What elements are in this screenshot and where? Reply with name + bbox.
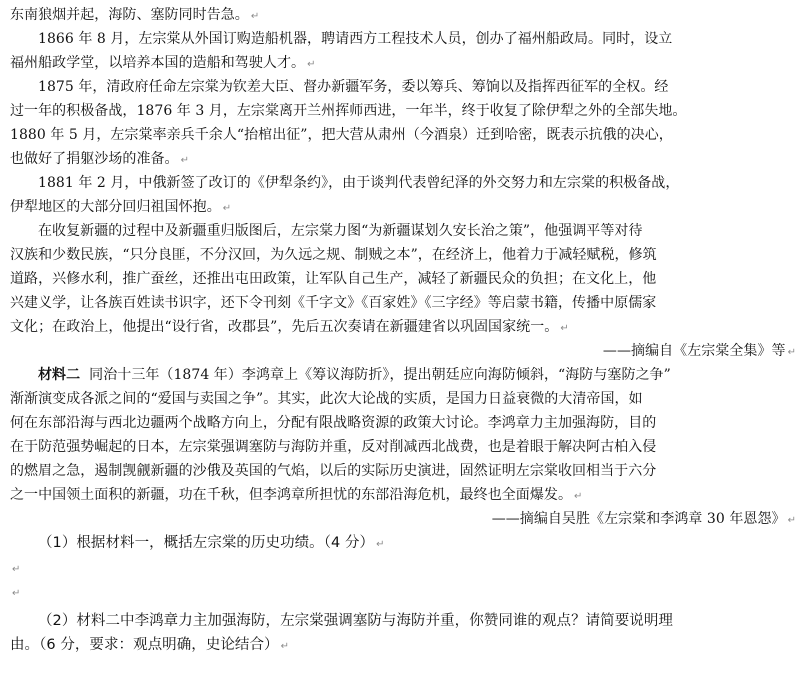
- paragraph-mark-icon: ↵: [280, 641, 290, 652]
- citation-text: ——摘编自《左宗棠全集》等: [602, 343, 786, 359]
- paragraph-mark-icon: ↵: [222, 203, 232, 214]
- text-line: [10, 459, 800, 483]
- paragraph-mark-icon: ↵: [376, 539, 385, 550]
- paragraph-mark-icon: ↵: [250, 11, 260, 22]
- text-line: [10, 123, 800, 147]
- line-text: 兴建义学，让各族百姓读书识字，还下令刊刻《千字文》《百家姓》《三字经》等启蒙书籍，传播中原儒家: [10, 295, 657, 311]
- question-two-continued: [10, 633, 800, 657]
- text-line: [10, 387, 800, 411]
- line-text: 伊犁地区的大部分回归祖国怀抱。: [10, 199, 221, 215]
- source-citation: [10, 339, 800, 363]
- material-one: [10, 3, 800, 363]
- question-text: 由。（6 分，要求：观点明确，史论结合）: [10, 637, 279, 653]
- questions-section: [10, 531, 800, 657]
- text-line: [10, 171, 800, 195]
- paragraph-mark-icon: ↵: [180, 155, 190, 166]
- paragraph-mark-icon: ↵: [12, 588, 21, 599]
- paragraph-mark-icon: ↵: [12, 564, 21, 575]
- text-line: [10, 291, 800, 315]
- line-text: 渐渐演变成各派之间的“爱国与卖国之争”。其实，此次大论战的实质，是国力日益衰微的大清帝国，如: [10, 391, 643, 407]
- line-text: 同治十三年（1874 年）李鸿章上《筹议海防折》，提出朝廷应向海防倾斜，“海防与塞防之争”: [89, 367, 671, 383]
- text-line: [10, 75, 800, 99]
- paragraph-mark-icon: ↵: [560, 323, 569, 334]
- text-line: [10, 219, 800, 243]
- text-line: [10, 3, 800, 27]
- line-text: 也做好了捐躯沙场的准备。: [10, 151, 179, 167]
- blank-answer-line: [10, 579, 800, 603]
- blank-answer-line: [10, 555, 800, 579]
- document-page: [10, 3, 800, 657]
- text-line: [10, 435, 800, 459]
- material-label: 材料二: [38, 367, 81, 383]
- text-line: [10, 363, 800, 387]
- text-line: [10, 51, 800, 75]
- line-text: 汉族和少数民族，“只分良匪，不分汉回，为久远之规、制贼之本”，在经济上，他着力于减轻赋税，修筑: [10, 247, 657, 263]
- paragraph-mark-icon: ↵: [574, 491, 583, 502]
- text-line: [10, 27, 800, 51]
- text-line: [10, 195, 800, 219]
- text-line: [10, 483, 800, 507]
- text-line: [10, 315, 800, 339]
- line-text: 1880 年 5 月，左宗棠率亲兵千余人“抬棺出征”，把大营从肃州（今酒泉）迁到哈密，既表示抗俄的决心，: [10, 127, 673, 143]
- question-two: [10, 609, 800, 633]
- text-line: [10, 243, 800, 267]
- line-text: 在收复新疆的过程中及新疆重归版图后，左宗棠力图“为新疆谋划久安长治之策”，他强调平等对待: [38, 223, 643, 239]
- line-text: 道路，兴修水利，推广蚕丝，还推出屯田政策，让军队自己生产，减轻了新疆民众的负担；在文化上，他: [10, 271, 657, 287]
- line-text: 东南狼烟并起，海防、塞防同时告急。: [10, 7, 249, 23]
- line-text: 1866 年 8 月，左宗棠从外国订购造船机器，聘请西方工程技术人员，创办了福州船政局。同时，设立: [38, 31, 673, 47]
- paragraph-mark-icon: ↵: [307, 59, 316, 70]
- paragraph-mark-icon: ↵: [787, 515, 796, 526]
- source-citation: [10, 507, 800, 531]
- text-line: [10, 147, 800, 171]
- line-text: 1881 年 2 月，中俄新签了改订的《伊犁条约》，由于谈判代表曾纪泽的外交努力和左宗棠的积极备战，: [38, 175, 680, 191]
- question-one: [10, 531, 800, 555]
- line-text: 福州船政学堂，以培养本国的造船和驾驶人才。: [10, 55, 306, 71]
- question-text: （1）根据材料一，概括左宗棠的历史功绩。（4 分）: [38, 535, 375, 551]
- line-text: 之一中国领土面积的新疆，功在千秋，但李鸿章所担忧的东部沿海危机，最终也全面爆发。: [10, 487, 572, 503]
- text-line: [10, 99, 800, 123]
- citation-text: ——摘编自吴胜《左宗棠和李鸿章 30 年恩怨》: [491, 511, 786, 527]
- line-text: 过一年的积极备战，1876 年 3 月，左宗棠离开兰州挥师西进，一年半，终于收复了除伊犁之外的全部失地。: [10, 103, 687, 119]
- line-text: 的燃眉之急，遏制觊觎新疆的沙俄及英国的气焰，以后的实际历史演进，固然证明左宗棠收回相当于六分: [10, 463, 657, 479]
- text-line: [10, 411, 800, 435]
- text-line: [10, 267, 800, 291]
- line-text: 何在东部沿海与西北边疆两个战略方向上，分配有限战略资源的政策大讨论。李鸿章力主加强海防，目的: [10, 415, 657, 431]
- line-text: 文化；在政治上，他提出“设行省，改郡县”，先后五次奏请在新疆建省以巩固国家统一。: [10, 319, 559, 335]
- paragraph-mark-icon: ↵: [787, 347, 796, 358]
- line-text: 1875 年，清政府任命左宗棠为钦差大臣、督办新疆军务，委以筹兵、筹饷以及指挥西征军的全权。经: [38, 79, 669, 95]
- line-text: 在于防范强势崛起的日本，左宗棠强调塞防与海防并重，反对削减西北战费，也是着眼于解决阿古柏入侵: [10, 439, 657, 455]
- material-two: [10, 363, 800, 531]
- question-text: （2）材料二中李鸿章力主加强海防，左宗棠强调塞防与海防并重，你赞同谁的观点？请简要说明理: [38, 613, 673, 629]
